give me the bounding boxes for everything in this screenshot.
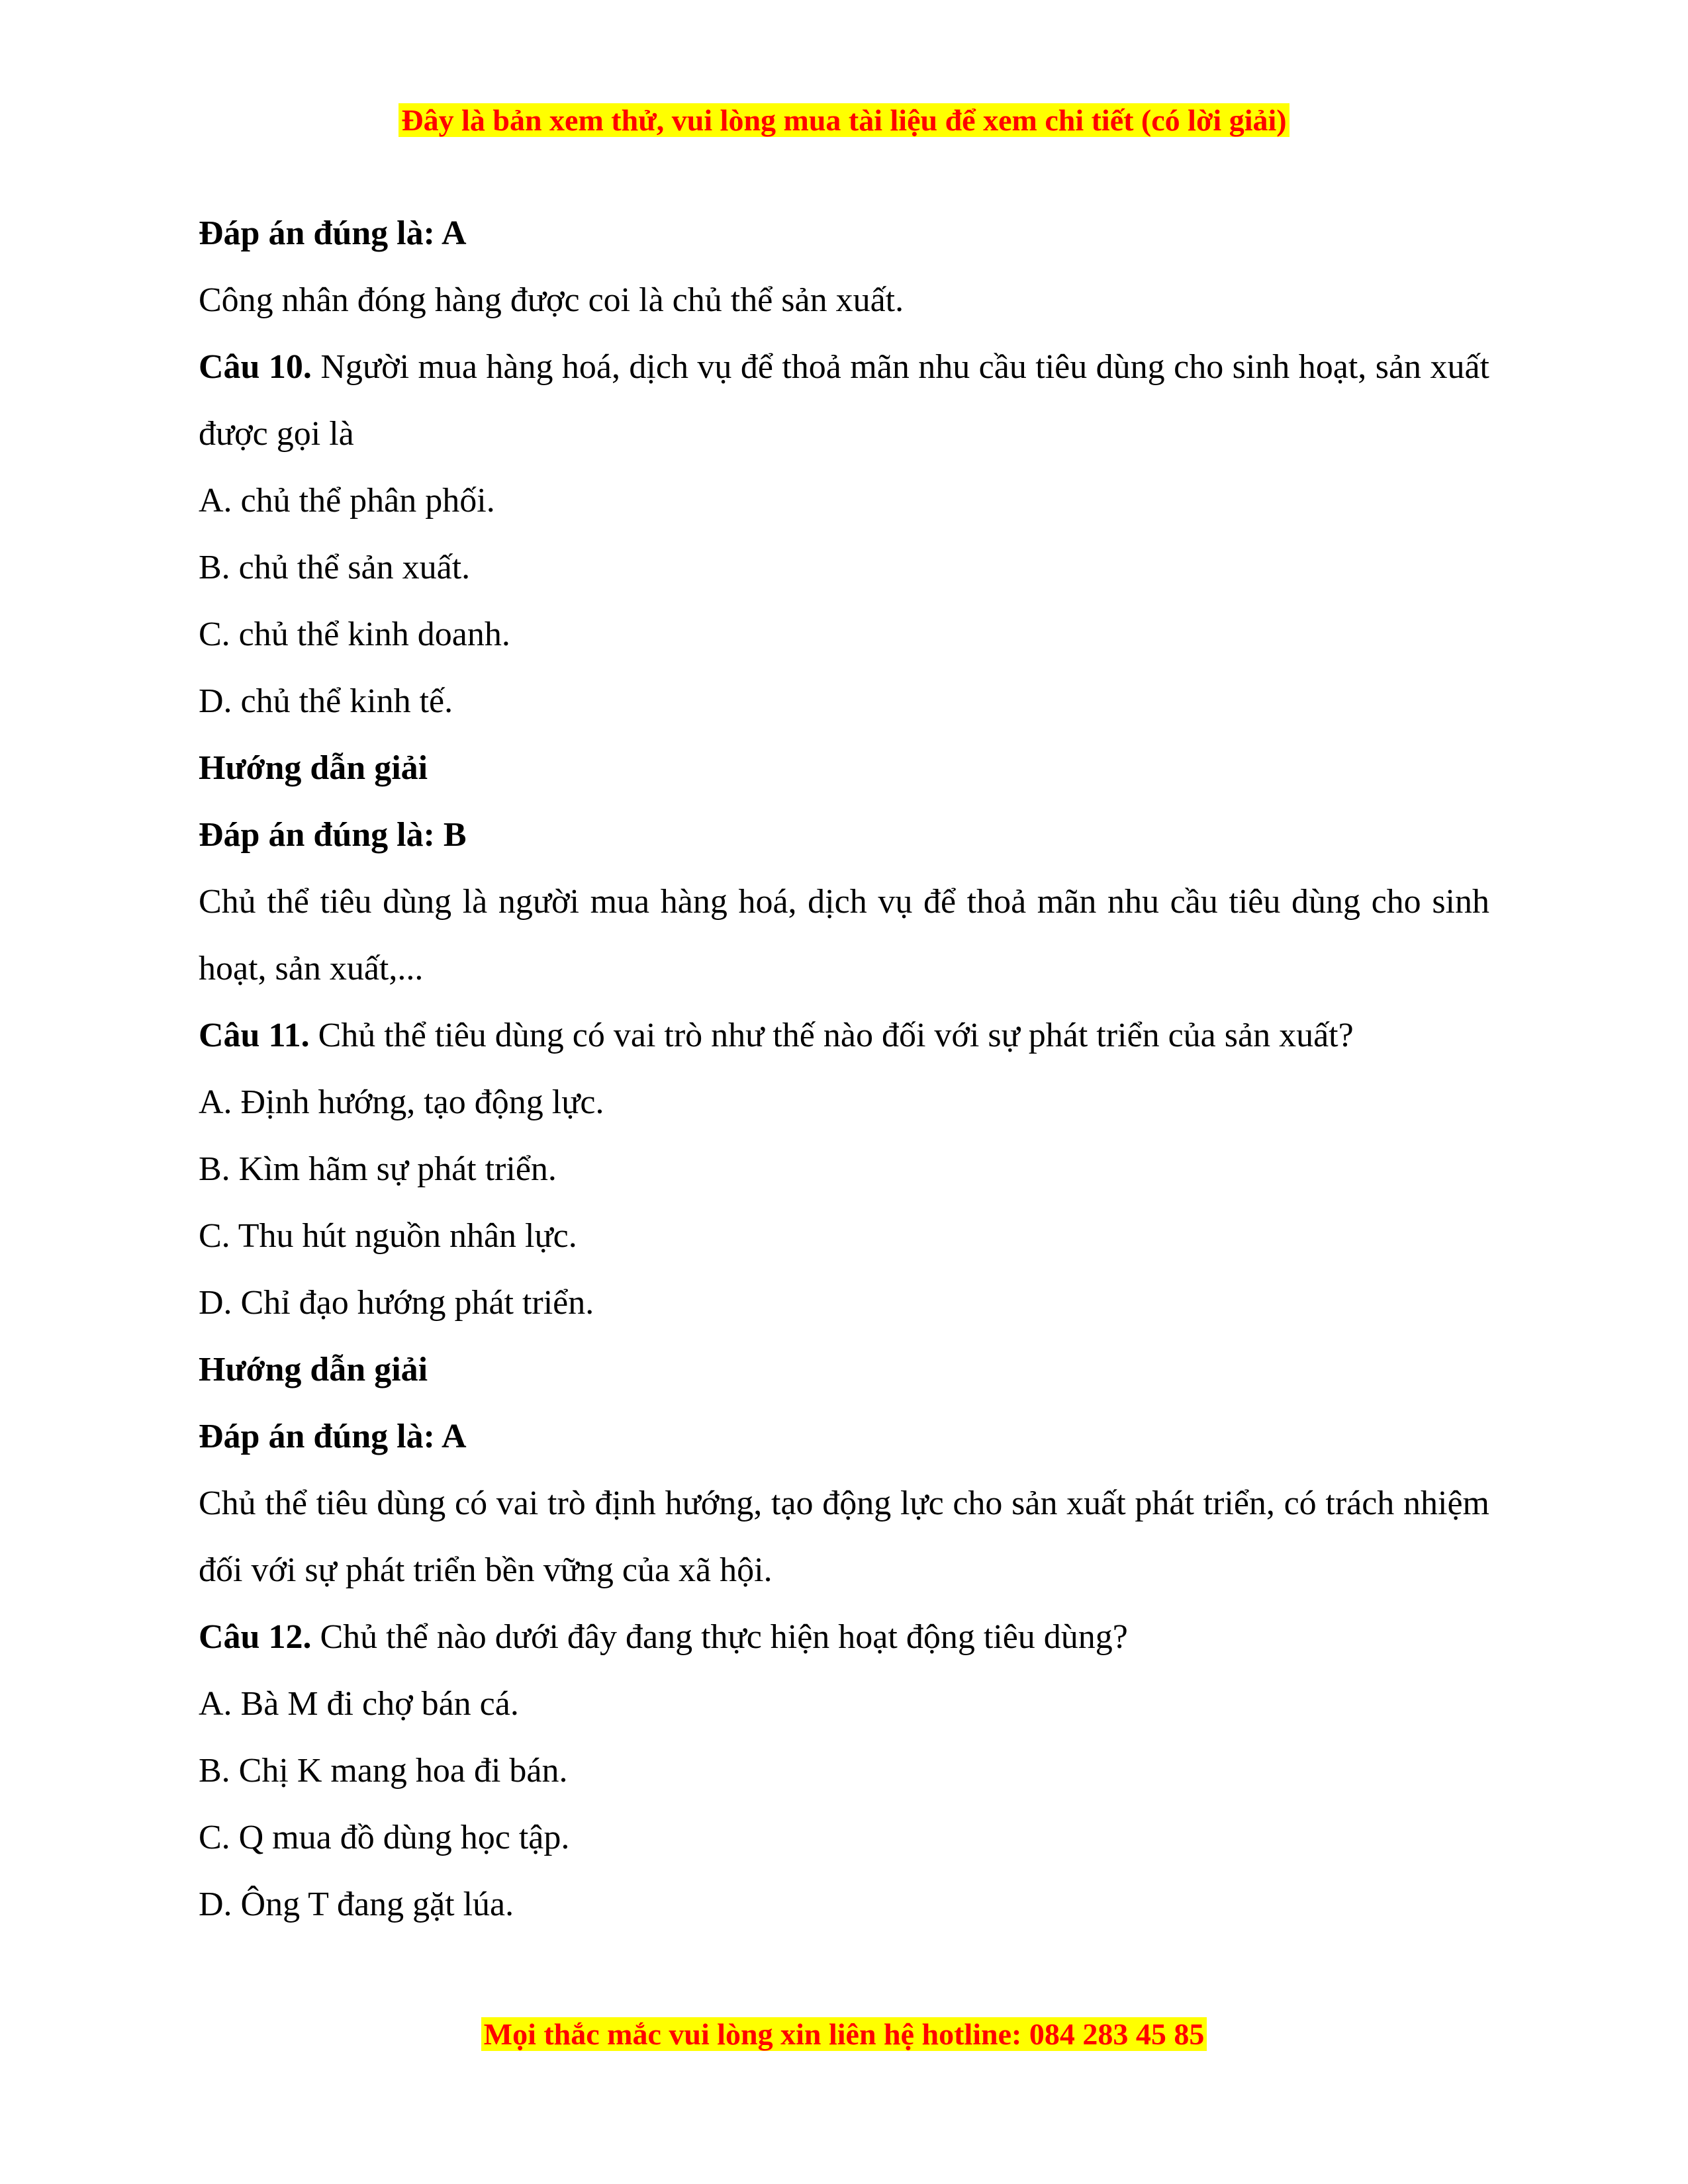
option-d: D. Chỉ đạo hướng phát triển.	[199, 1284, 594, 1322]
option-a: A. Định hướng, tạo động lực.	[199, 1083, 604, 1121]
answer-line: Đáp án đúng là: A	[199, 214, 467, 252]
explanation-text: Chủ thể tiêu dùng có vai trò định hướng, tạo động lực cho sản xuất phát triển, có trách nhiệm đối với sự phát triển bền vững của xã hội.	[199, 1484, 1489, 1589]
document-body	[199, 200, 1489, 1938]
hotline-text: Mọi thắc mắc vui lòng xin liên hệ hotline: 084 283 45 85	[481, 2017, 1207, 2051]
option-d: D. Ông T đang gặt lúa.	[199, 1886, 514, 1923]
question-11	[199, 1002, 1489, 1069]
preview-notice-banner	[0, 101, 1688, 140]
question-10	[199, 334, 1489, 467]
question-12	[199, 1604, 1489, 1670]
explanation-text: Chủ thể tiêu dùng là người mua hàng hoá, dịch vụ để thoả mãn nhu cầu tiêu dùng cho sinh hoạt, sản xuất,...	[199, 883, 1489, 987]
option-b: B. Kìm hãm sự phát triển.	[199, 1150, 557, 1188]
question-label: Câu 10.	[199, 348, 312, 386]
question-text: Người mua hàng hoá, dịch vụ để thoả mãn nhu cầu tiêu dùng cho sinh hoạt, sản xuất được gọi là	[199, 348, 1489, 453]
option-b: B. chủ thể sản xuất.	[199, 549, 471, 586]
option-c: C. Q mua đồ dùng học tập.	[199, 1819, 570, 1856]
question-text: Chủ thể tiêu dùng có vai trò như thế nào đối với sự phát triển của sản xuất?	[309, 1017, 1354, 1054]
option-a: A. chủ thể phân phối.	[199, 482, 495, 520]
option-d: D. chủ thể kinh tế.	[199, 682, 453, 720]
question-text: Chủ thể nào dưới đây đang thực hiện hoạt động tiêu dùng?	[311, 1618, 1128, 1656]
answer-line: Đáp án đúng là: A	[199, 1418, 467, 1455]
option-b: B. Chị K mang hoa đi bán.	[199, 1752, 568, 1790]
explanation-text: Công nhân đóng hàng được coi là chủ thể sản xuất.	[199, 281, 904, 319]
answer-line: Đáp án đúng là: B	[199, 816, 467, 854]
option-c: C. Thu hút nguồn nhân lực.	[199, 1217, 577, 1255]
option-a: A. Bà M đi chợ bán cá.	[199, 1685, 519, 1723]
solution-heading: Hướng dẫn giải	[199, 749, 428, 787]
hotline-banner	[0, 2015, 1688, 2054]
preview-notice-text: Đây là bản xem thử, vui lòng mua tài liệu để xem chi tiết (có lời giải)	[399, 103, 1289, 137]
option-c: C. chủ thể kinh doanh.	[199, 615, 510, 653]
solution-heading: Hướng dẫn giải	[199, 1351, 428, 1388]
question-label: Câu 12.	[199, 1618, 312, 1656]
question-label: Câu 11.	[199, 1017, 310, 1054]
